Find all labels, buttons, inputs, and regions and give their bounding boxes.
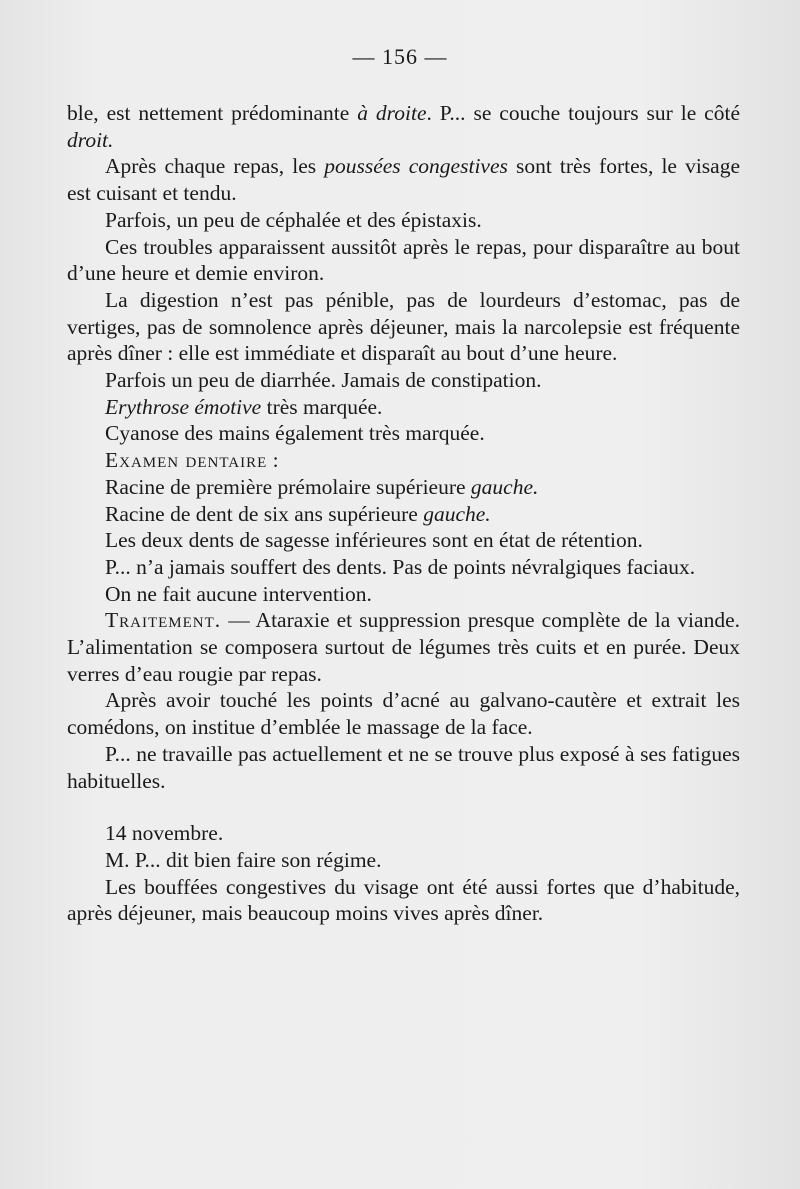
text-run: P... ne travaille pas actuellement et ne se trouve plus exposé à ses fatigues habituelles. bbox=[67, 741, 740, 793]
text-run: Parfois un peu de diarrhée. Jamais de constipation. bbox=[105, 368, 542, 393]
italic-run: à droite bbox=[357, 101, 427, 125]
paragraph bbox=[67, 474, 740, 501]
paragraph bbox=[67, 234, 740, 287]
paragraph-gap bbox=[67, 794, 740, 820]
paragraph bbox=[67, 287, 740, 367]
text-run: Les bouffées congestives du visage ont été aussi fortes que d’habitude, après déjeuner, mais beaucoup moins vives après dîner. bbox=[67, 874, 740, 926]
paragraph bbox=[67, 581, 740, 608]
text-run: Après chaque repas, les bbox=[105, 154, 325, 179]
text-run: M. P... dit bien faire son régime. bbox=[105, 847, 382, 872]
text-run: 14 novembre. bbox=[105, 821, 224, 846]
small-caps-run: Examen dentaire bbox=[105, 448, 268, 473]
text-run: très marquée. bbox=[261, 394, 383, 419]
text-run: La digestion n’est pas pénible, pas de lourdeurs d’estomac, pas de vertiges, pas de somnolence après déjeuner, mais la narcolepsie est fréquente après dîner : elle est immédiate et disparaît au bout d’une heure. bbox=[67, 287, 740, 366]
text-run: On ne fait aucune intervention. bbox=[105, 581, 372, 606]
paragraph bbox=[67, 554, 740, 581]
paragraph bbox=[67, 741, 740, 794]
text-run: P... n’a jamais souffert des dents. Pas de points névralgiques faciaux. bbox=[105, 554, 696, 579]
text-run: ble, est nettement prédominante bbox=[67, 101, 358, 125]
page-body bbox=[67, 100, 740, 927]
italic-run: Erythrose émotive bbox=[105, 394, 262, 419]
italic-run: gauche. bbox=[423, 501, 491, 526]
paragraph bbox=[67, 420, 740, 447]
text-run: Parfois, un peu de céphalée et des épistaxis. bbox=[105, 207, 482, 232]
paragraph bbox=[67, 847, 740, 874]
paragraph bbox=[67, 100, 740, 153]
text-run: Racine de première prémolaire supérieure bbox=[105, 474, 471, 499]
paragraph bbox=[67, 153, 740, 206]
paragraph bbox=[67, 820, 740, 847]
paragraph bbox=[67, 687, 740, 740]
paragraph bbox=[67, 367, 740, 394]
text-run: : bbox=[267, 448, 279, 473]
small-caps-run: Traitement. bbox=[105, 608, 222, 633]
paragraph bbox=[67, 607, 740, 687]
paragraph bbox=[67, 501, 740, 528]
text-run: Cyanose des mains également très marquée. bbox=[105, 421, 485, 446]
text-run: Les deux dents de sagesse inférieures sont en état de rétention. bbox=[105, 528, 643, 553]
italic-run: poussées congestives bbox=[324, 154, 508, 179]
text-run: — Ataraxie et suppression presque complète de la viande. L’alimentation se composera surtout de légumes très cuits et en purée. Deux verres d’eau rougie par repas. bbox=[67, 608, 740, 686]
page-number: — 156 — bbox=[352, 44, 448, 69]
text-run: Ces troubles apparaissent aussitôt après le repas, pour disparaître au bout d’une heure et demie environ. bbox=[67, 234, 740, 286]
paragraph bbox=[67, 527, 740, 554]
italic-run: gauche. bbox=[470, 474, 539, 499]
text-run: . P... se couche toujours sur le côté bbox=[426, 101, 740, 125]
text-run: Racine de dent de six ans supérieure bbox=[105, 501, 424, 526]
italic-run: droit. bbox=[67, 127, 114, 152]
paragraph bbox=[67, 874, 740, 927]
text-run: sont très fortes, le visage est cuisant et tendu. bbox=[67, 154, 740, 206]
paragraph bbox=[67, 394, 740, 421]
paragraph bbox=[67, 207, 740, 234]
paragraph bbox=[67, 447, 740, 474]
text-run: Après avoir touché les points d’acné au galvano-cautère et extrait les comédons, on institue d’emblée le massage de la face. bbox=[67, 688, 740, 740]
